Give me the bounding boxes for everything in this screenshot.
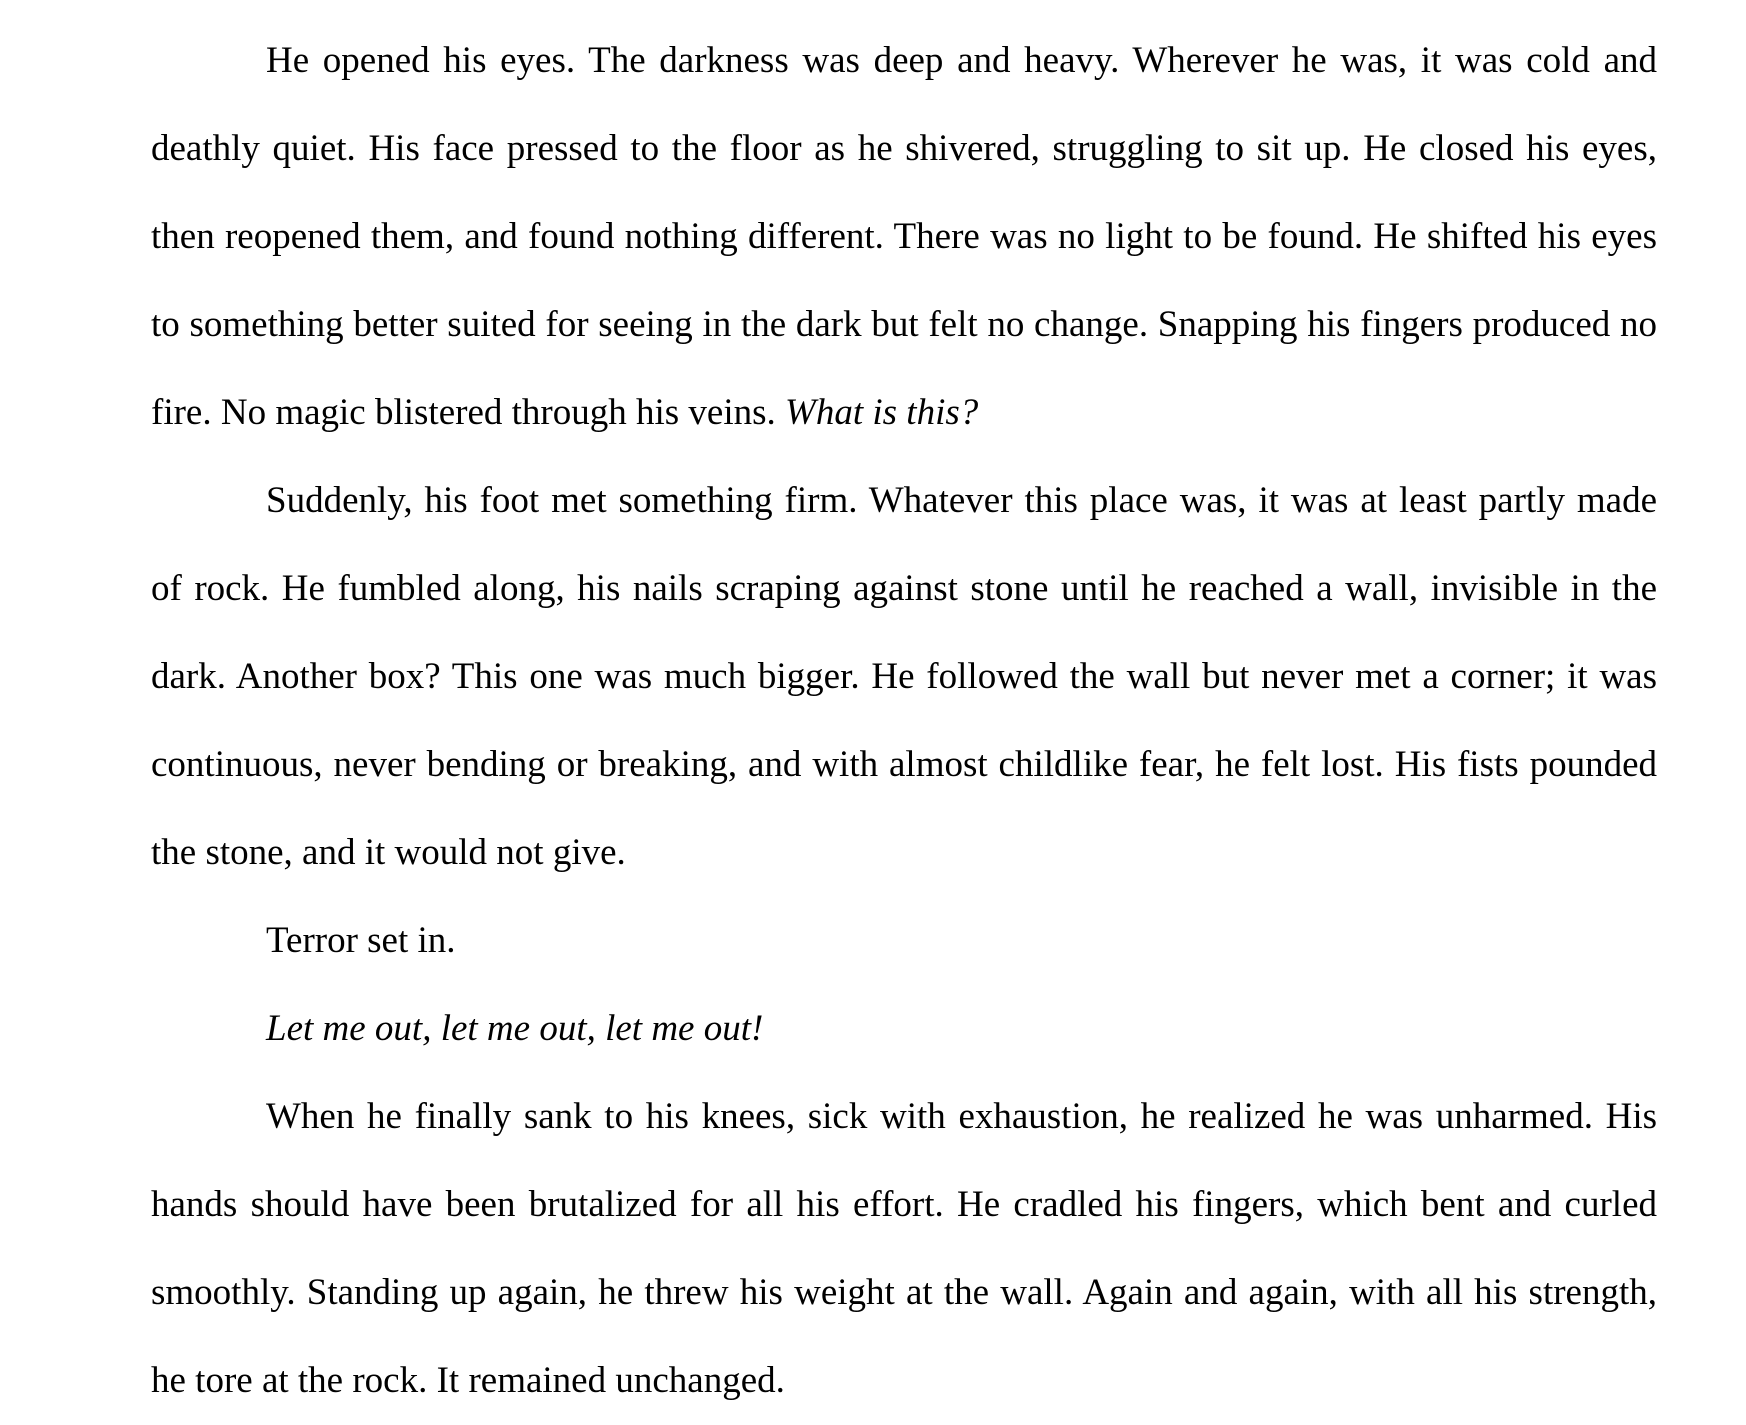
paragraph-1-italic-thought: What is this? [785,392,979,433]
paragraph-1-text: He opened his eyes. The darkness was deep and heavy. Wherever he was, it was cold and deathly quiet. His face pressed to the floor as he shivered, struggling to sit up. He closed his eyes, then reopened them, and found nothing different. There was no light to be found. He shifted his eyes to something better suited for seeing in the dark but felt no change. Snapping his fingers produced no fire. No magic blistered through his veins. [151,40,1657,433]
paragraph-2 [151,457,1657,897]
paragraph-3-text: Terror set in. [266,920,456,961]
paragraph-2-text: Suddenly, his foot met something firm. Whatever this place was, it was at least partly made of rock. He fumbled along, his nails scraping against stone until he reached a wall, invisible in the dark. Another box? This one was much bigger. He followed the wall but never met a corner; it was continuous, never bending or breaking, and with almost childlike fear, he felt lost. His fists pounded the stone, and it would not give. [151,480,1657,873]
paragraph-5-text: When he finally sank to his knees, sick with exhaustion, he realized he was unharmed. His hands should have been brutalized for all his effort. He cradled his fingers, which bent and curled smoothly. Standing up again, he threw his weight at the wall. Again and again, with all his strength, he tore at the rock. It remained unchanged. [151,1096,1657,1401]
paragraph-4-italic-thought: Let me out, let me out, let me out! [266,1008,764,1049]
document-body [151,17,1657,1425]
paragraph-4 [151,985,1657,1073]
paragraph-3 [151,897,1657,985]
paragraph-5 [151,1073,1657,1425]
paragraph-1 [151,17,1657,457]
